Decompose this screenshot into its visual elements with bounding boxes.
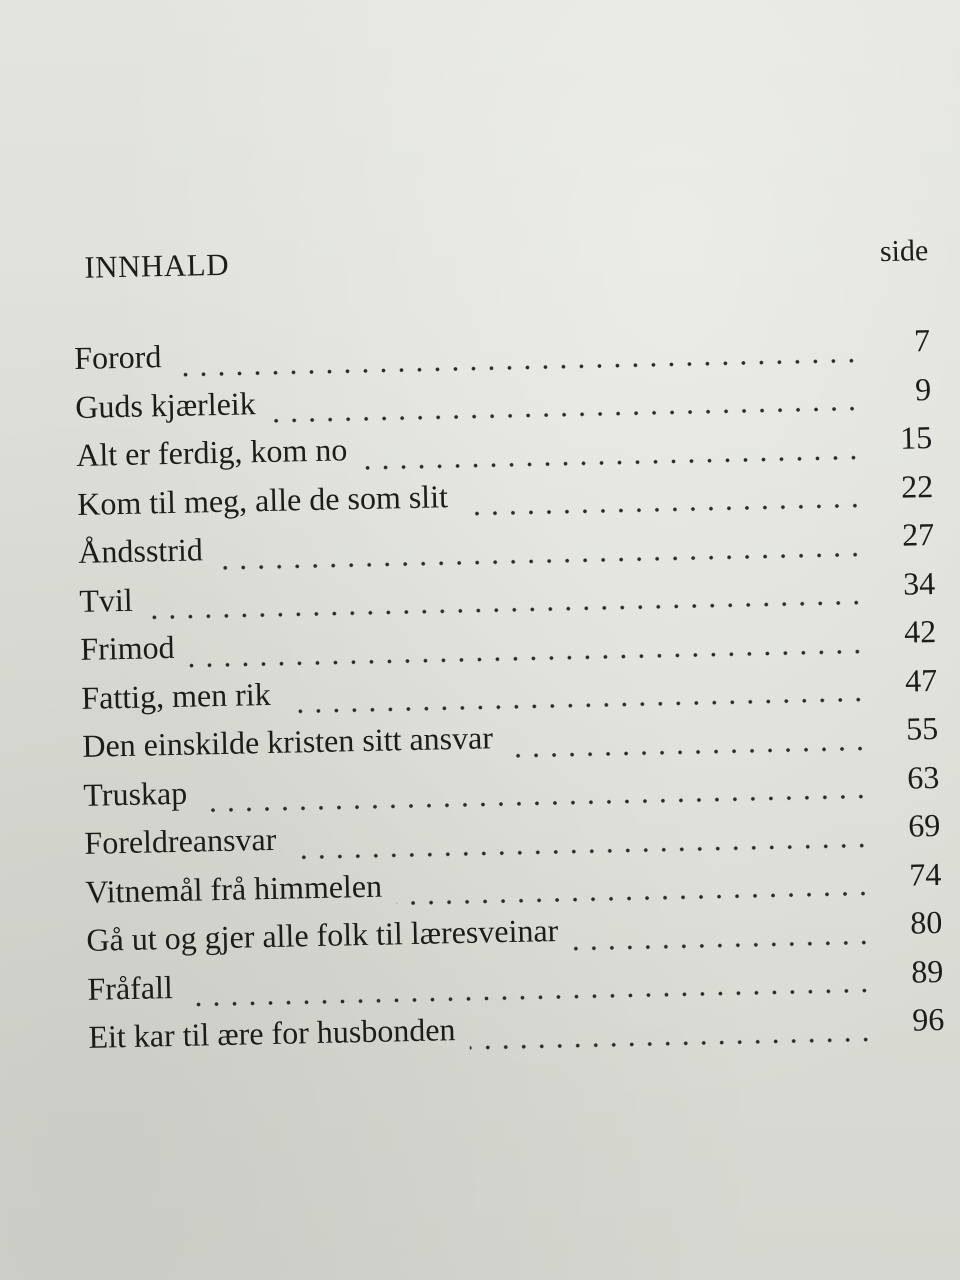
entry-page-number: 15 (899, 419, 933, 456)
entry-title: Gå ut og gjer alle folk til læresveinar (86, 911, 559, 958)
entry-page-number: 80 (909, 903, 943, 941)
entry-page-number: 22 (900, 467, 934, 505)
dot-leader (291, 842, 871, 860)
entry-title: Tvil (78, 581, 134, 619)
entry-page-number: 7 (913, 322, 931, 359)
dot-leader (285, 696, 868, 714)
entry-title: Guds kjærleik (74, 384, 257, 425)
dot-leader (507, 745, 868, 759)
entry-title: Eit kar til ære for husbonden (88, 1011, 456, 1055)
entry-page-number: 47 (904, 661, 938, 699)
dot-leader (362, 454, 863, 470)
toc-title: INNHALD (83, 246, 230, 285)
page-column-label: side (879, 234, 929, 269)
entry-title: Den einskilde kristen sitt ansvar (82, 719, 494, 764)
entry-title: Vitnemål frå himmelen (85, 867, 383, 910)
entry-page-number: 42 (903, 612, 937, 650)
entry-title: Foreldreansvar (84, 820, 277, 861)
entry-title: Forord (73, 338, 162, 376)
entry-title: Fattig, men rik (80, 675, 272, 716)
table-of-contents (72, 232, 949, 1067)
entry-page-number: 96 (911, 1000, 945, 1038)
dot-leader (573, 939, 873, 951)
entry-title: Frimod (79, 628, 175, 667)
toc-list (74, 322, 949, 1067)
entry-title: Åndsstrid (77, 531, 204, 570)
entry-page-number: 89 (910, 952, 944, 990)
entry-title: Fråfall (87, 968, 174, 1007)
entry-page-number: 34 (902, 564, 936, 602)
entry-page-number: 74 (908, 855, 942, 893)
dot-leader (470, 1036, 875, 1050)
entry-page-number: 63 (906, 758, 940, 796)
entry-title: Alt er ferdig, kom no (75, 431, 348, 473)
entry-page-number: 55 (905, 709, 939, 747)
dot-leader (396, 890, 871, 906)
entry-title: Truskap (83, 774, 188, 813)
entry-page-number: 9 (914, 370, 932, 407)
dot-leader (270, 406, 862, 424)
entry-title: Kom til meg, alle de som slit (76, 477, 449, 522)
dot-leader (462, 502, 863, 516)
entry-page-number: 27 (901, 516, 935, 553)
entry-page-number: 69 (907, 806, 941, 844)
